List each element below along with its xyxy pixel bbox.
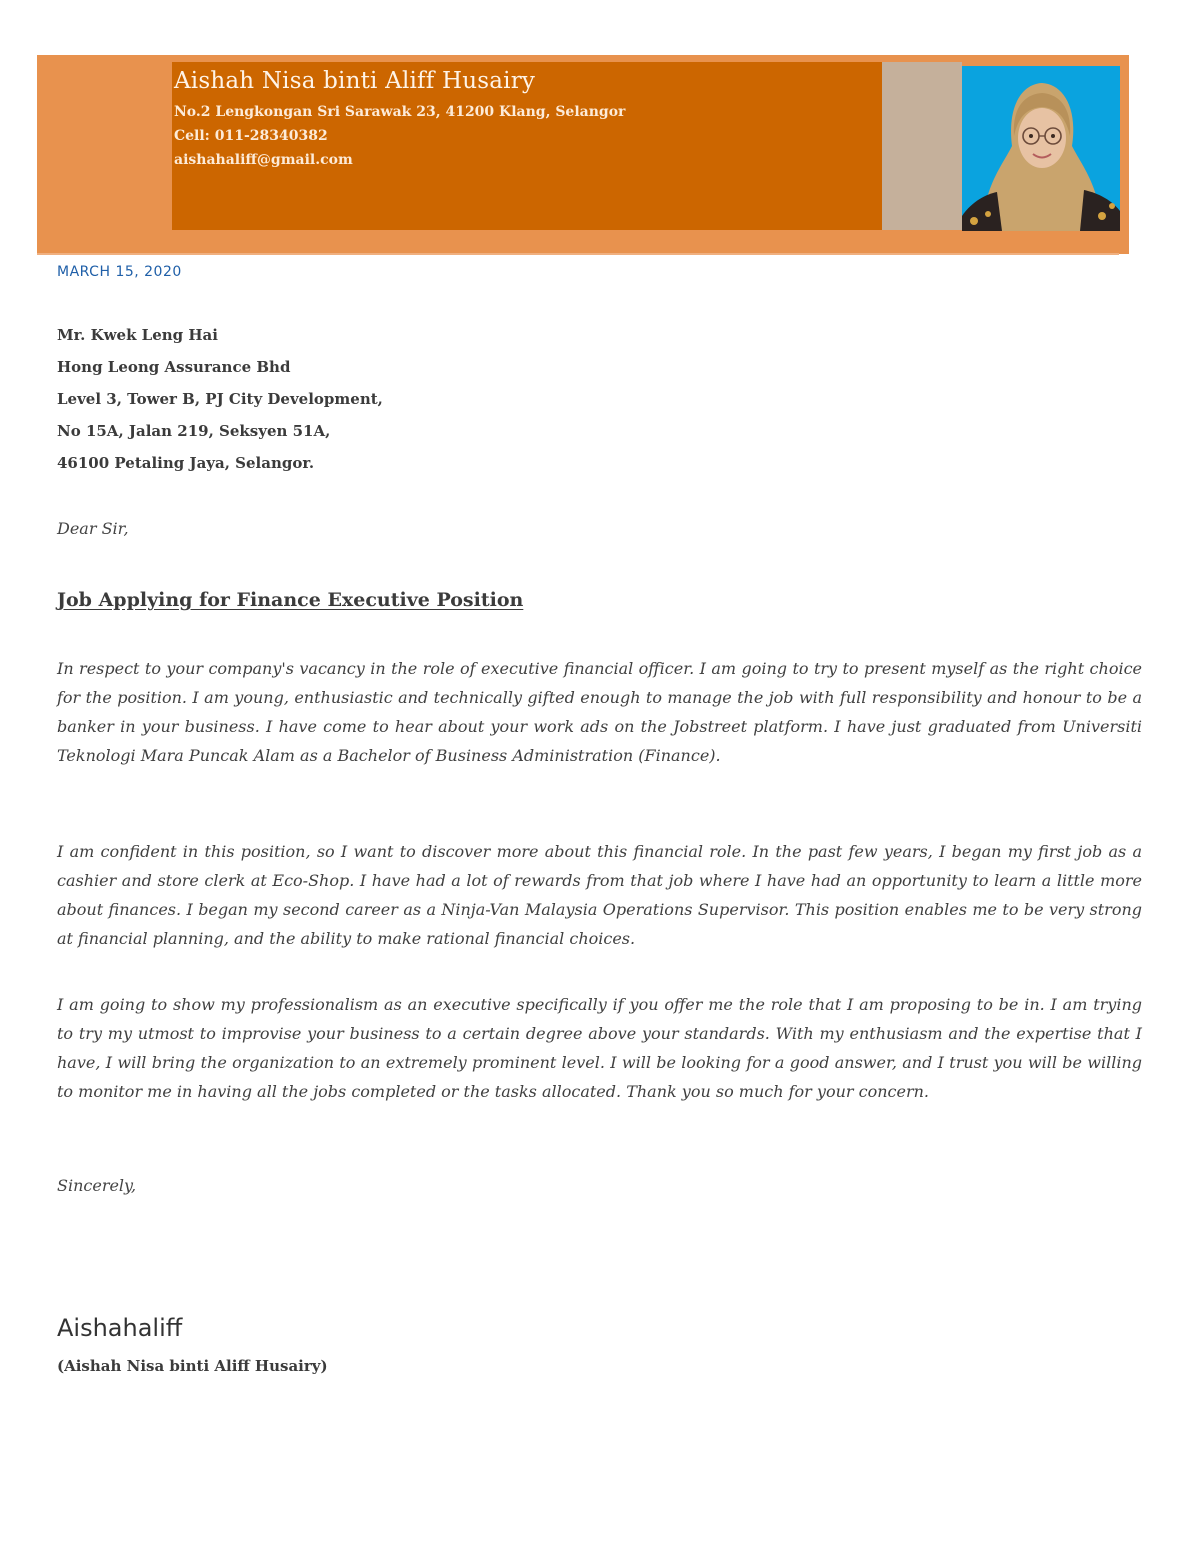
header-divider xyxy=(37,253,1119,255)
recipient-address-line: No 15A, Jalan 219, Seksyen 51A, xyxy=(57,422,331,440)
applicant-address: No.2 Lengkongan Sri Sarawak 23, 41200 Klang, Selangor xyxy=(174,104,626,120)
closing: Sincerely, xyxy=(57,1176,137,1195)
signature: Aishahaliff xyxy=(57,1314,183,1342)
profile-photo xyxy=(962,66,1120,231)
letter-date: MARCH 15, 2020 xyxy=(57,264,182,280)
salutation: Dear Sir, xyxy=(57,519,129,538)
applicant-email[interactable]: aishahaliff@gmail.com xyxy=(174,152,353,168)
letter-subject: Job Applying for Finance Executive Position xyxy=(57,589,524,611)
recipient-address-line: Level 3, Tower B, PJ City Development, xyxy=(57,390,383,408)
applicant-phone: Cell: 011-28340382 xyxy=(174,128,328,144)
recipient-address-line: 46100 Petaling Jaya, Selangor. xyxy=(57,454,315,472)
body-paragraph: I am confident in this position, so I want to discover more about this financial role. In the past few years, I began my first job as a cashier and store clerk at Eco-Shop. I have had a lot of rewards from that job where I have had an opportunity to learn a little more about finances. I began my second career as a Ninja-Van Malaysia Operations Supervisor. This position enables me to be very strong at financial planning, and the ability to make rational financial choices. xyxy=(57,842,1142,948)
recipient-company: Hong Leong Assurance Bhd xyxy=(57,358,291,376)
printed-name: (Aishah Nisa binti Aliff Husairy) xyxy=(57,1357,328,1375)
recipient-name: Mr. Kwek Leng Hai xyxy=(57,326,218,344)
header-accent-panel xyxy=(882,62,962,230)
applicant-name: Aishah Nisa binti Aliff Husairy xyxy=(174,68,536,94)
body-paragraph: I am going to show my professionalism as an executive specifically if you offer me the role that I am proposing to be in. I am trying to try my utmost to improvise your business to a certain degree above your standards. With my enthusiasm and the expertise that I have, I will bring the organization to an extremely prominent level. I will be looking for a good answer, and I trust you will be willing to monitor me in having all the jobs completed or the tasks allocated. Thank you so much for your concern. xyxy=(57,995,1142,1101)
body-paragraph: In respect to your company's vacancy in the role of executive financial officer. I am going to try to present myself as the right choice for the position. I am young, enthusiastic and technically gifted enough to manage the job with full responsibility and honour to be a banker in your business. I have come to hear about your work ads on the Jobstreet platform. I have just graduated from Universiti Teknologi Mara Puncak Alam as a Bachelor of Business Administration (Finance). xyxy=(57,659,1142,765)
